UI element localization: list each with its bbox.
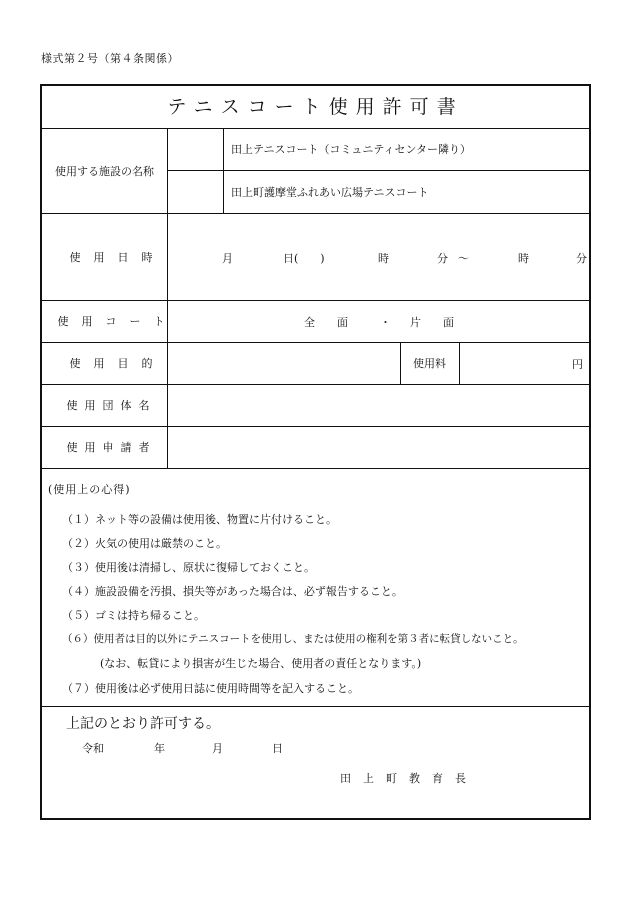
issuer-name: 田上町教育長 xyxy=(340,772,478,785)
facility-option-2[interactable]: 田上町護摩堂ふれあい広場テニスコート xyxy=(231,186,429,199)
facility-row xyxy=(42,128,589,214)
datetime-row xyxy=(42,213,589,301)
datetime-label: 使用日時 xyxy=(69,250,166,264)
rule-item: （５）ゴミは持ち帰ること。 xyxy=(62,609,205,622)
title-row xyxy=(42,86,589,129)
group-input[interactable] xyxy=(168,384,589,426)
applicant-row xyxy=(42,426,589,469)
datetime-input[interactable] xyxy=(168,213,589,300)
hour-end-unit: 時 xyxy=(518,252,529,265)
rule-note: (なお、転貸により損害が生じた場合、使用者の責任となります。) xyxy=(100,657,422,670)
rule-item: （２）火気の使用は厳禁のこと。 xyxy=(62,537,227,550)
permit-form xyxy=(40,84,591,820)
month-unit: 月 xyxy=(222,252,233,265)
purpose-label: 使用目的 xyxy=(69,357,166,370)
rule-item: （３）使用後は清掃し、原状に復帰しておくこと。 xyxy=(62,561,315,574)
applicant-label: 使用申請者 xyxy=(66,441,157,454)
day-unit: 日( ) xyxy=(283,252,325,265)
range-tilde: ～ xyxy=(458,252,469,265)
hour-start-unit: 時 xyxy=(378,252,389,265)
fee-label: 使用料 xyxy=(413,357,446,370)
facility-option-1[interactable]: 田上テニスコート（コミュニティセンター隣り） xyxy=(223,128,589,171)
yen-unit: 円 xyxy=(572,358,583,371)
rule-item: （７）使用後は必ず使用日誌に使用時間等を記入すること。 xyxy=(62,682,359,695)
minute-end-unit: 分 xyxy=(576,252,587,265)
form-title: テニスコート使用許可書 xyxy=(167,96,464,118)
purpose-input[interactable] xyxy=(168,342,400,384)
court-label: 使用コート xyxy=(57,315,178,328)
fee-input[interactable] xyxy=(460,342,589,384)
facility-check-2[interactable] xyxy=(167,171,223,213)
facility-label: 使用する施設の名称 xyxy=(55,164,154,178)
era-label: 令和 xyxy=(82,742,104,755)
rule-item: （４）施設設備を汚損、損失等があった場合は、必ず報告すること。 xyxy=(62,585,403,598)
day-unit: 日 xyxy=(272,742,283,755)
approval-statement: 上記のとおり許可する。 xyxy=(66,716,220,732)
court-row xyxy=(42,300,589,343)
rule-item: （６）使用者は目的以外にテニスコートを使用し、または使用の権利を第３者に転貸しないこと。 xyxy=(62,633,524,645)
rules-heading: (使用上の心得) xyxy=(48,483,131,496)
rule-item: （１）ネット等の設備は使用後、物置に片付けること。 xyxy=(62,513,337,526)
year-unit: 年 xyxy=(154,742,165,755)
usage-rules xyxy=(48,481,131,497)
court-full-option[interactable]: 全 面 xyxy=(304,316,348,329)
applicant-input[interactable] xyxy=(168,426,589,468)
facility-check-1[interactable] xyxy=(167,128,223,171)
month-unit: 月 xyxy=(212,742,223,755)
court-separator: ・ xyxy=(380,316,391,329)
purpose-row xyxy=(42,342,589,385)
court-half-option[interactable]: 片 面 xyxy=(410,316,454,329)
group-label: 使用団体名 xyxy=(66,399,157,412)
approval-section xyxy=(42,706,589,818)
group-row xyxy=(42,384,589,427)
minute-start-unit: 分 xyxy=(437,252,448,265)
form-number-label: 様式第２号（第４条関係） xyxy=(41,52,179,65)
